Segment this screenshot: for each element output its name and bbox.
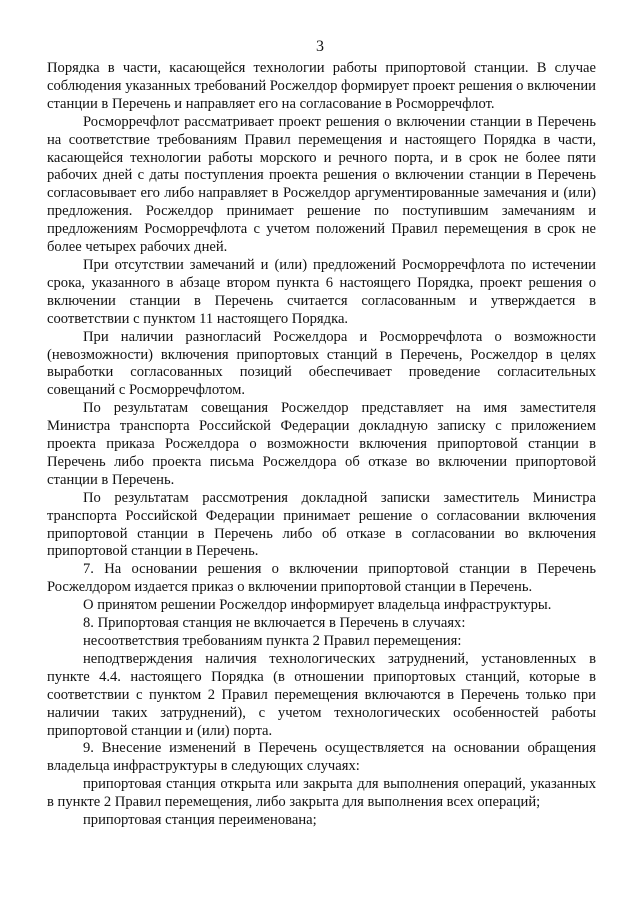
paragraph-inform-owner: О принятом решении Росжелдор информирует владельца инфраструктуры. (83, 597, 552, 614)
paragraph-deputy-minister-decision: По результатам рассмотрения докладной записки заместитель Министра транспорта Российской Федерации принимает решение о согласовании включения припортовой станции в Перечень либо об отказе в согласовании во включения припортовой станции в Перечень. (47, 489, 596, 560)
paragraph-rosmorrechflot-review: Росморречфлот рассматривает проект решения о включении станции в Перечень на соответствие требованиям Правил перемещения и настоящего Порядка в части, касающейся технологии работы морского и речного порта, и в срок не более пяти рабочих дней с даты поступления проекта решения о включении станции в Перечень согласовывает его либо направляет в Росжелдор аргументированные замечания и (или) предложения. Росжелдор принимает решение по поступившим замечаниям и предложениям Росморречфлота с учетом положений Правил перемещения в срок не более четырех рабочих дней. (47, 113, 596, 256)
paragraph-item-9-case-1: припортовая станция открыта или закрыта для выполнения операций, указанных в пункте 2 Правил перемещения, либо закрыта для выполнения всех операций; (47, 776, 596, 811)
paragraph-disagreements: При наличии разногласий Росжелдора и Росморречфлота о возможности (невозможности) включения припортовых станций в Перечень, Росжелдор в целях выработки согласованных позиций обеспечивает проведение согласительных совещаний с Росморречфлотом. (47, 328, 596, 399)
paragraph-meeting-results: По результатам совещания Росжелдор представляет на имя заместителя Министра транспорта Российской Федерации докладную записку с приложением проекта приказа Росжелдора о возможности включения припортовой станции в Перечень либо проекта письма Росжелдора об отказе во включении припортовой станции в Перечень. (47, 400, 596, 488)
document-body (47, 60, 596, 830)
paragraph-no-remarks: При отсутствии замечаний и (или) предложений Росморречфлота по истечении срока, указанного в абзаце втором пункта 6 настоящего Порядка, проект решения о включении станции в Перечень считается согласованным и утверждается в соответствии с пунктом 11 настоящего Порядка. (47, 256, 596, 327)
paragraph-item-9: 9. Внесение изменений в Перечень осуществляется на основании обращения владельца инфраструктуры в следующих случаях: (47, 740, 596, 775)
paragraph-item-8-case-2: неподтверждения наличия технологических затруднений, установленных в пункте 4.4. настоящего Порядка (в отношении припортовых станций, которые в соответствии с пунктом 2 Правил перемещения включаются в Перечень только при наличии таких затруднений), с учетом технологических особенностей работы припортовой станции и (или) порта. (47, 650, 596, 739)
paragraph-item-9-case-2: припортовая станция переименована; (83, 812, 317, 829)
paragraph-item-8: 8. Припортовая станция не включается в Перечень в случаях: (83, 615, 466, 632)
paragraph-continuation: Порядка в части, касающейся технологии работы припортовой станции. В случае соблюдения указанных требований Росжелдор формирует проект решения о включении станции в Перечень и направляет его на согласование в Росморречфлот. (47, 60, 596, 112)
paragraph-item-7: 7. На основании решения о включении припортовой станции в Перечень Росжелдором издается приказ о включении припортовой станции в Перечень. (47, 561, 596, 596)
page-number: 3 (316, 38, 324, 55)
paragraph-item-8-case-1: несоответствия требованиям пункта 2 Правил перемещения: (83, 633, 462, 649)
